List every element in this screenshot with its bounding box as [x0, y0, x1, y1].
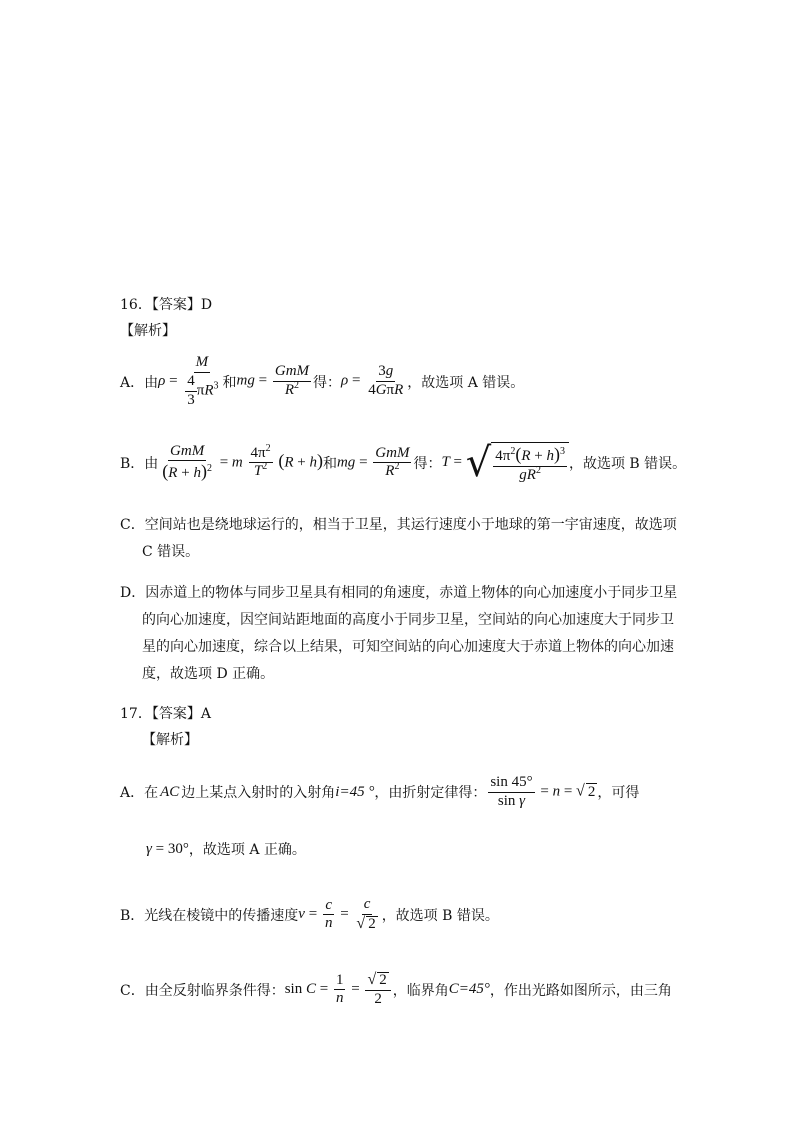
q17-analysis-label: 【解析】 [142, 732, 198, 748]
q17-a-line2-suffix: ，故选项 A 正确。 [188, 842, 306, 858]
q16-a-density-formula: ρ = M $\frac{4}{3}$ $\pi R^3$ [158, 354, 219, 408]
q17-answer-header: 17．【答案】A [120, 706, 211, 722]
q17-b-suffix: ，故选项 B 错误。 [381, 907, 499, 924]
q17-c-critical-formula: sin C = $\frac{1}{n}$ = $\frac{√ 2}{2}$ [285, 972, 393, 1008]
q17-a-mid2: ，由折射定律得： [374, 785, 487, 802]
q17-c-angle: C=45° [448, 981, 490, 998]
q17-c-prefix: C．由全反射临界条件得： [120, 982, 285, 999]
q16-option-b [120, 439, 687, 486]
q16-a-and: 和 [222, 374, 237, 391]
q17-option-b [120, 897, 499, 933]
q16-a-gravity-formula: mg = $\frac{\text{GmM}}{R^2}$ [236, 363, 310, 399]
q17-c-suffix: ，作出光路如图所示，由三角 [489, 982, 672, 999]
q16-option-d-line2: 的向心加速度，因空间站距地面的高度小于同步卫星，空间站的向心加速度大于同步卫 [142, 612, 674, 628]
q17-option-a-line2 [146, 839, 306, 859]
q17-option-a-line1 [120, 775, 639, 810]
q16-option-a [120, 355, 524, 408]
q16-answer-header: 16．【答案】D [120, 297, 213, 313]
q16-b-and: 和 [322, 455, 337, 472]
q16-b-gravity-formula: mg = $\frac{\text{GmM}}{R^2}$ [336, 444, 410, 480]
q16-b-suffix: ，故选项 B 错误。 [568, 455, 687, 472]
q16-option-d-line3: 星的向心加速度，综合以上结果，可知空间站的向心加速度大于赤道上物体的向心加速 [142, 639, 674, 655]
q17-a-gamma-formula: γ = 30° [146, 840, 189, 857]
q17-a-angle: i=45 ° [335, 783, 375, 800]
q16-analysis-label: 【解析】 [120, 323, 176, 339]
q16-a-suffix: ，故选项 A 错误。 [407, 374, 525, 391]
q17-b-speed-formula: v = $\frac{c}{n}$ = $\frac{c}{√ 2}$ [298, 896, 376, 932]
q16-b-period-formula: T = √ $\frac{4\pi^2(R + h)^3}{gR^2}$ [441, 442, 569, 484]
q16-option-c-line2: C 错误。 [142, 544, 200, 560]
q17-a-side-ac: AC [160, 783, 180, 800]
q17-c-mid: ，临界角 [392, 982, 449, 999]
q17-a-mid1: 边上某点入射时的入射角 [181, 785, 336, 802]
q16-b-prefix: B．由 [120, 455, 159, 472]
q16-option-c-line1: C．空间站也是绕地球运行的，相当于卫星，其运行速度小于地球的第一宇宙速度，故选项 [120, 517, 677, 533]
q17-a-suffix: ，可得 [597, 785, 640, 802]
q17-option-c [120, 972, 672, 1008]
q17-b-prefix: B．光线在棱镜中的传播速度 [120, 907, 299, 924]
q16-a-get: 得： [313, 374, 342, 391]
q16-a-result-formula: ρ = $\frac{3g}{\text{4GπR}}$ [341, 363, 404, 399]
q16-a-prefix: A．由 [120, 374, 159, 391]
q17-a-prefix: A．在 [120, 785, 159, 802]
q17-a-snell-formula: $\frac{\sin 45^\circ}{\text{sin γ}}$ = n = √ 2 [490, 774, 596, 809]
q16-b-orbit-formula: $\frac{\text{GmM}}{(R + h)^2}$ = m $\frac{4\pi^2}{T^2}$ (R + h) [162, 442, 323, 482]
q16-b-get: 得： [413, 455, 442, 472]
q16-option-d-line4: 度，故选项 D 正确。 [142, 666, 275, 682]
q16-option-d-line1: D．因赤道上的物体与同步卫星具有相同的角速度，赤道上物体的向心加速度小于同步卫星 [120, 585, 678, 601]
